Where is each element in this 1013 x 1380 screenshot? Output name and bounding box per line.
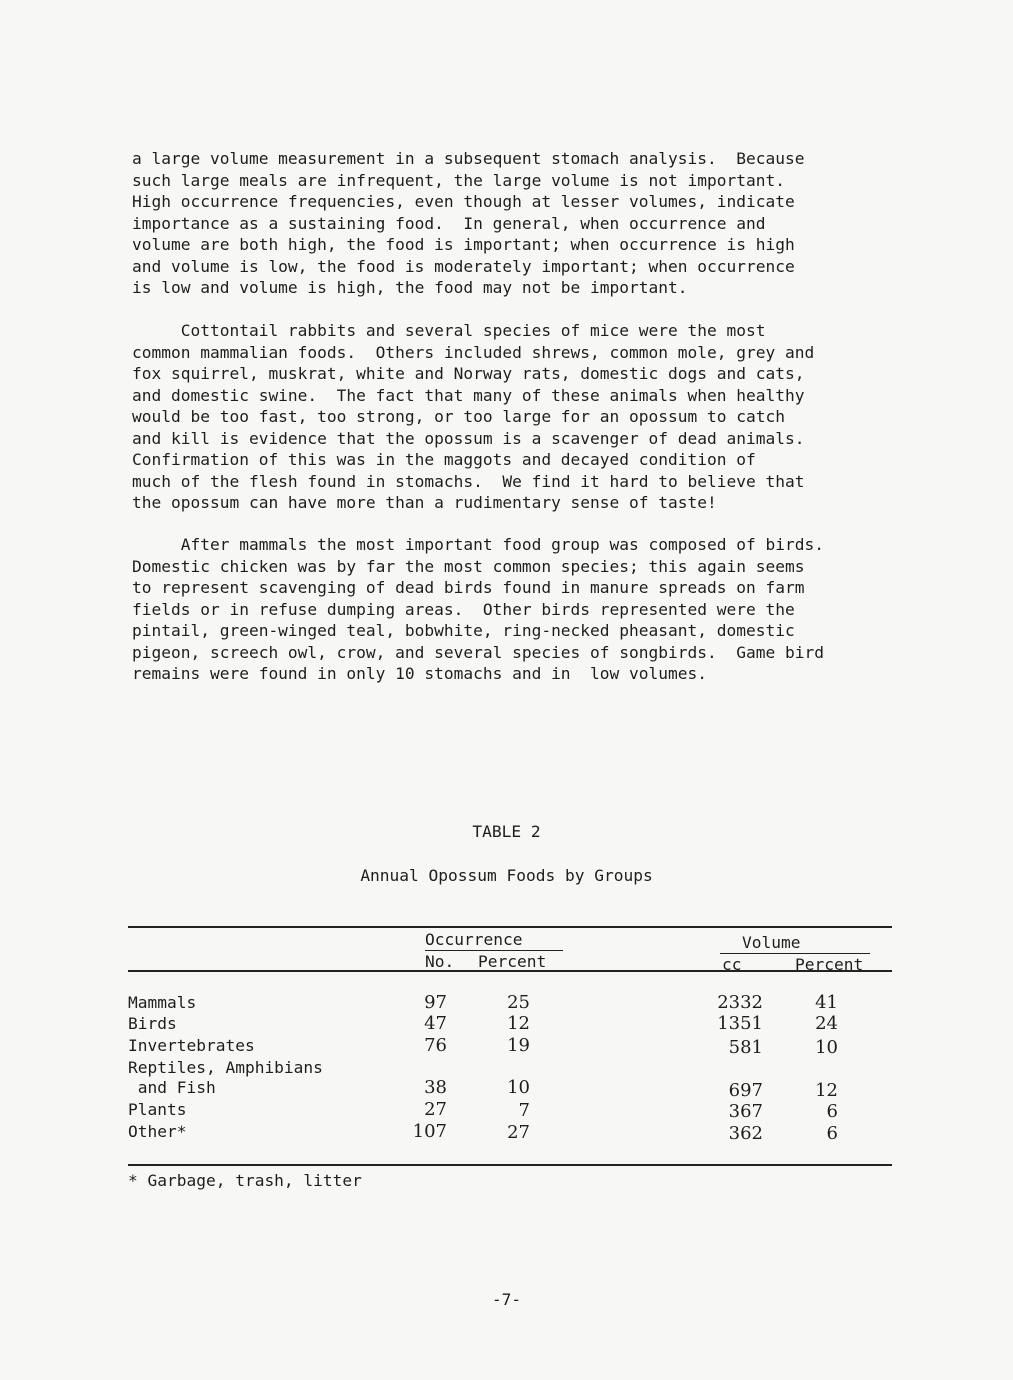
header-volume: Volume xyxy=(742,933,801,952)
text-line: and domestic swine. The fact that many of these animals when healthy xyxy=(132,385,805,405)
cell-percent: 10 xyxy=(507,1077,530,1098)
text-line: After mammals the most important food group was composed of birds. xyxy=(132,535,824,554)
cell-volume-percent: 6 xyxy=(826,1101,838,1122)
cell-cc: 581 xyxy=(728,1037,763,1058)
text-line: High occurrence frequencies, even though at lesser volumes, indicate xyxy=(132,192,795,211)
header-occurrence-percent: Percent xyxy=(478,952,547,971)
paragraph-3 xyxy=(132,534,892,685)
cell-cc: 362 xyxy=(728,1123,763,1144)
cell-no: 107 xyxy=(412,1121,447,1142)
text-line: volume are both high, the food is important; when occurrence is high xyxy=(132,235,795,254)
cell-volume-percent: 10 xyxy=(815,1037,838,1058)
cell-cc: 367 xyxy=(728,1101,763,1122)
text-line: Cottontail rabbits and several species of mice were the most xyxy=(132,321,766,340)
header-cc: cc xyxy=(722,955,742,974)
text-line: and volume is low, the food is moderately important; when occurrence xyxy=(132,256,795,276)
cell-volume-percent: 41 xyxy=(815,992,838,1013)
cell-percent: 7 xyxy=(518,1100,530,1121)
text-line: a large volume measurement in a subsequent stomach analysis. Because xyxy=(132,149,805,168)
cell-volume-percent: 6 xyxy=(826,1123,838,1144)
cell-percent: 25 xyxy=(507,992,530,1013)
text-line: pintail, green-winged teal, bobwhite, ring-necked pheasant, domestic xyxy=(132,621,795,640)
cell-no: 97 xyxy=(424,992,447,1013)
text-line: such large meals are infrequent, the large volume is not important. xyxy=(132,170,785,190)
text-line: common mammalian foods. Others included shrews, common mole, grey and xyxy=(132,342,815,362)
row-label-reptiles: Reptiles, Amphibians xyxy=(128,1058,323,1077)
cell-volume-percent: 24 xyxy=(815,1013,838,1034)
text-line: to represent scavenging of dead birds found in manure spreads on farm xyxy=(132,578,805,597)
cell-percent: 12 xyxy=(507,1013,530,1034)
row-label-birds: Birds xyxy=(128,1014,177,1033)
cell-volume-percent: 12 xyxy=(815,1080,838,1101)
table-footnote: * Garbage, trash, litter xyxy=(128,1171,362,1190)
table-bottom-rule xyxy=(128,1164,892,1166)
row-label-plants: Plants xyxy=(128,1100,187,1119)
row-label-other: Other* xyxy=(128,1122,187,1141)
text-line: and kill is evidence that the opossum is a scavenger of dead animals. xyxy=(132,428,805,448)
text-line: fields or in refuse dumping areas. Other birds represented were the xyxy=(132,599,795,619)
text-line: would be too fast, too strong, or too large for an opossum to catch xyxy=(132,407,785,426)
text-line: Domestic chicken was by far the most common species; this again seems xyxy=(132,556,805,576)
cell-no: 47 xyxy=(424,1013,447,1034)
text-line: importance as a sustaining food. In general, when occurrence and xyxy=(132,213,766,233)
cell-percent: 27 xyxy=(507,1122,530,1143)
table-title: Annual Opossum Foods by Groups xyxy=(360,866,653,885)
row-label-reptiles-cont: and Fish xyxy=(128,1078,216,1097)
row-label-mammals: Mammals xyxy=(128,993,197,1012)
text-line: much of the flesh found in stomachs. We find it hard to believe that xyxy=(132,471,805,491)
text-line: fox squirrel, muskrat, white and Norway rats, domestic dogs and cats, xyxy=(132,364,805,383)
cell-cc: 1351 xyxy=(717,1013,763,1034)
cell-no: 27 xyxy=(424,1099,447,1120)
cell-no: 38 xyxy=(424,1077,447,1098)
table-top-rule xyxy=(128,926,892,928)
text-line: Confirmation of this was in the maggots and decayed condition of xyxy=(132,450,756,469)
cell-percent: 19 xyxy=(507,1035,530,1056)
paragraph-1 xyxy=(132,148,892,299)
text-line: pigeon, screech owl, crow, and several species of songbirds. Game bird xyxy=(132,642,824,662)
header-occurrence: Occurrence xyxy=(425,930,523,949)
text-line: remains were found in only 10 stomachs and in low volumes. xyxy=(132,664,707,683)
cell-cc: 2332 xyxy=(717,992,763,1013)
page-number: -7- xyxy=(491,1290,522,1309)
text-line: the opossum can have more than a rudimentary sense of taste! xyxy=(132,493,717,512)
cell-no: 76 xyxy=(424,1035,447,1056)
paragraph-2 xyxy=(132,320,892,514)
header-no: No. xyxy=(425,952,455,971)
text-line: is low and volume is high, the food may not be important. xyxy=(132,278,688,297)
header-volume-percent: Percent xyxy=(795,955,864,974)
cell-cc: 697 xyxy=(728,1080,763,1101)
row-label-invertebrates: Invertebrates xyxy=(128,1036,255,1055)
table-label: TABLE 2 xyxy=(472,822,541,841)
